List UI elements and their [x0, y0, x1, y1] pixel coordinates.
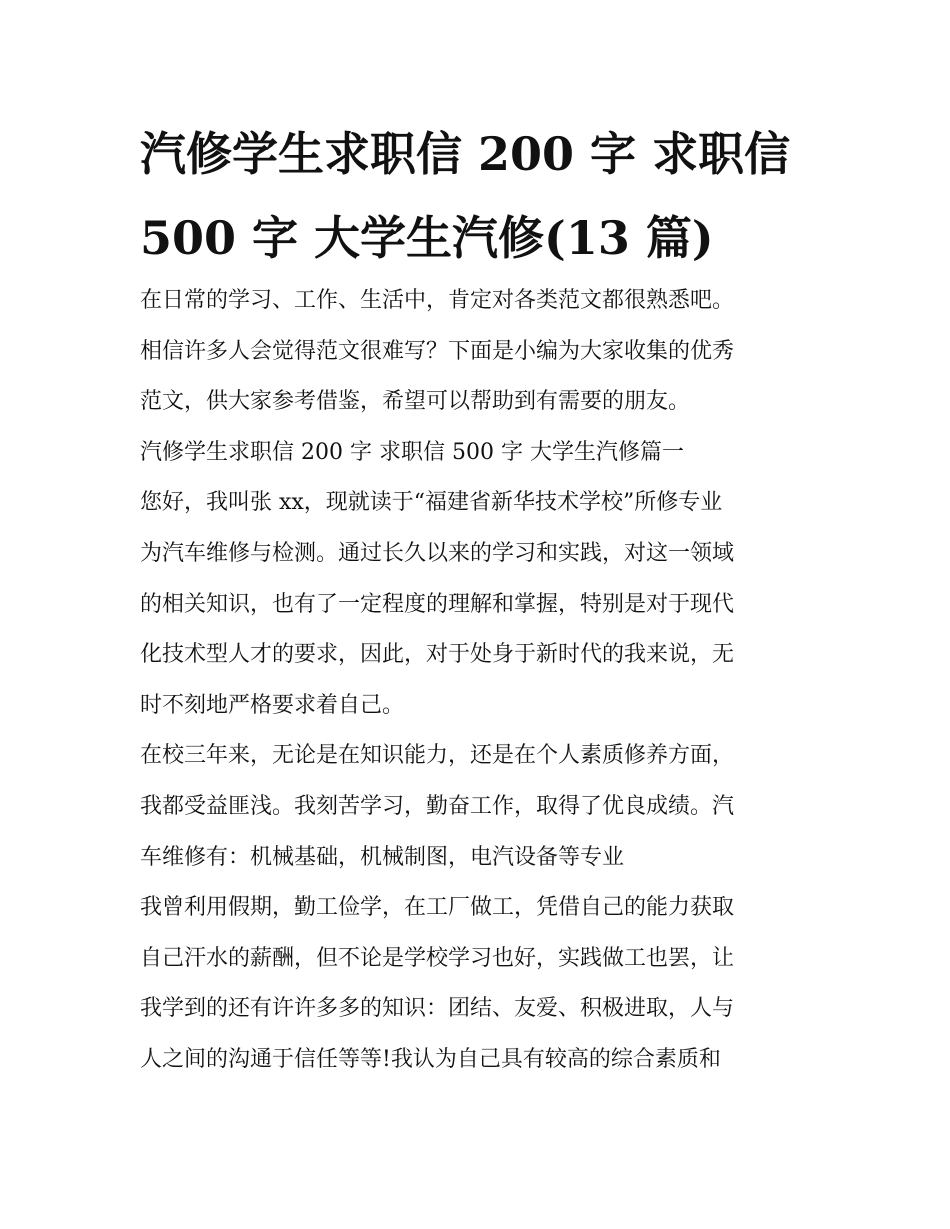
body-line: 的相关知识，也有了一定程度的理解和掌握，特别是对于现代 — [140, 591, 735, 617]
section-heading: 汽修学生求职信 200 字 求职信 500 字 大学生汽修篇一 — [140, 439, 684, 465]
body-line: 在校三年来，无论是在知识能力，还是在个人素质修养方面， — [140, 743, 735, 769]
body-line: 人之间的沟通于信任等等!我认为自己具有较高的综合素质和 — [140, 1046, 721, 1072]
body-line: 我都受益匪浅。我刻苦学习，勤奋工作，取得了优良成绩。汽 — [140, 793, 735, 819]
body-line: 我曾利用假期，勤工俭学，在工厂做工，凭借自己的能力获取 — [140, 895, 735, 921]
title-line: 汽修学生求职信 200 字 求职信 — [140, 127, 791, 181]
document-body — [140, 276, 840, 1086]
body-line: 为汽车维修与检测。通过长久以来的学习和实践，对这一领域 — [140, 540, 735, 566]
body-line: 我学到的还有许许多多的知识：团结、友爱、积极进取，人与 — [140, 996, 735, 1022]
body-line: 您好，我叫张 xx，现就读于“福建省新华技术学校”所修专业 — [140, 490, 723, 516]
body-line: 车维修有：机械基础，机械制图，电汽设备等专业 — [140, 844, 625, 870]
body-line: 相信许多人会觉得范文很难写？下面是小编为大家收集的优秀 — [140, 338, 735, 364]
document-title — [140, 112, 830, 280]
body-line: 时不刻地严格要求着自己。 — [140, 692, 405, 718]
body-line: 在日常的学习、工作、生活中，肯定对各类范文都很熟悉吧。 — [140, 288, 735, 313]
body-line: 范文，供大家参考借鉴，希望可以帮助到有需要的朋友。 — [140, 389, 691, 415]
title-line: 500 字 大学生汽修(13 篇) — [140, 211, 714, 265]
body-line: 自己汗水的薪酬，但不论是学校学习也好，实践做工也罢，让 — [140, 945, 735, 971]
body-line: 化技术型人才的要求，因此，对于处身于新时代的我来说，无 — [140, 642, 735, 668]
